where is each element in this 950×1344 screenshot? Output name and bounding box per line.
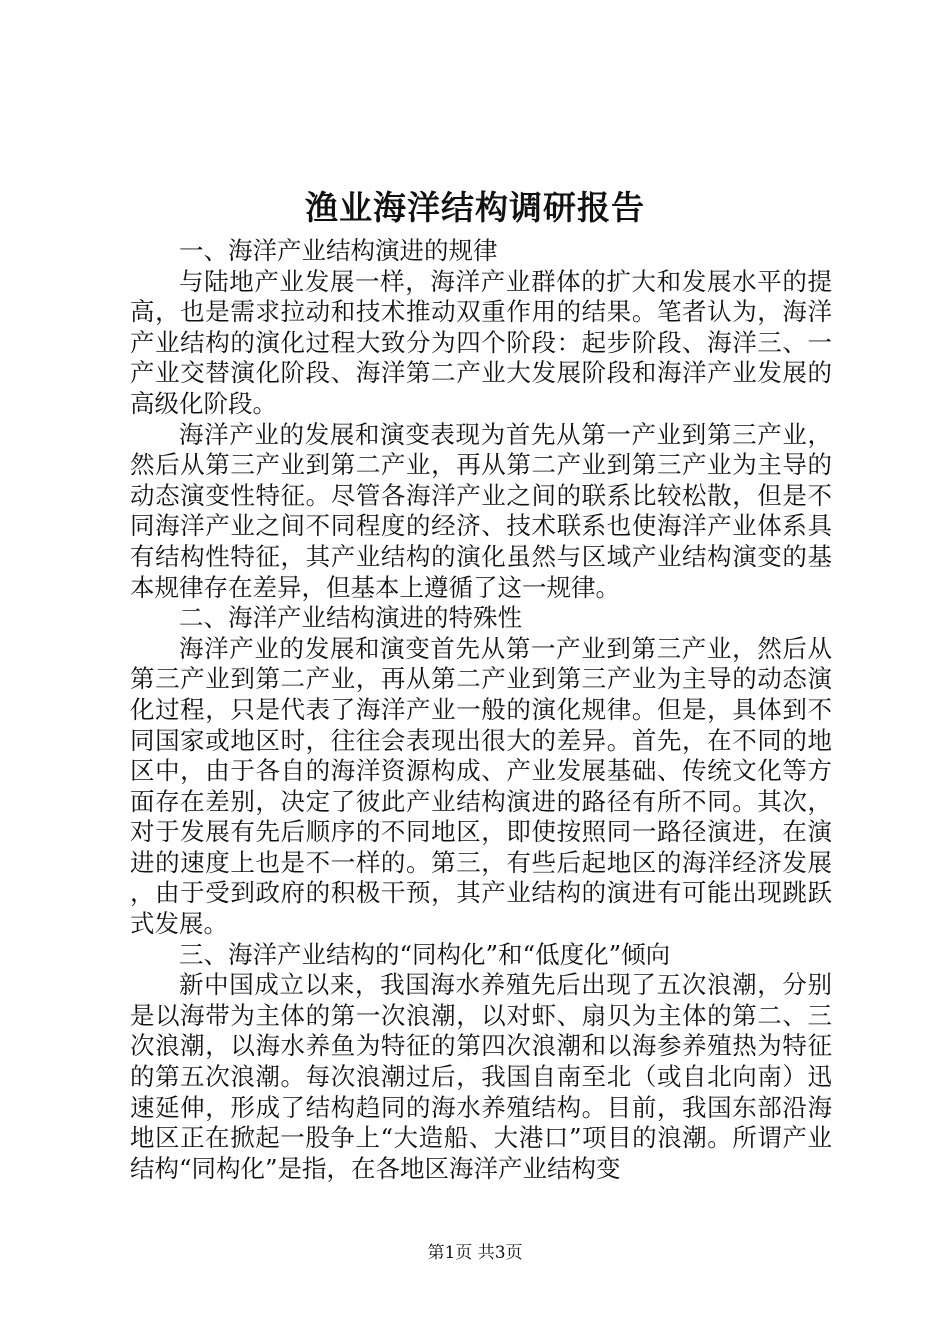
document-title: 渔业海洋结构调研报告 <box>305 188 645 227</box>
page-footer: 第1页 共3页 <box>427 1243 523 1263</box>
document-body <box>130 236 832 1184</box>
paragraph: 与陆地产业发展一样，海洋产业群体的扩大和发展水平的提高，也是需求拉动和技术推动双重作用的结果。笔者认为，海洋产业结构的演化过程大致分为四个阶段：起步阶段、海洋三、一产业交替演化阶段、海洋第二产业大发展阶段和海洋产业发展的高级化阶段。 <box>130 266 832 418</box>
section-heading-1: 一、海洋产业结构演进的规律 <box>179 236 498 265</box>
section-heading-2: 二、海洋产业结构演进的特殊性 <box>179 603 522 633</box>
paragraph: 海洋产业的发展和演变表现为首先从第一产业到第三产业，然后从第三产业到第二产业，再从第二产业到第三产业为主导的动态演变性特征。尽管各海洋产业之间的联系比较松散，但是不同海洋产业之间不同程度的经济、技术联系也使海洋产业体系具有结构性特征，其产业结构的演化虽然与区域产业结构演变的基本规律存在差异，但基本上遵循了这一规律。 <box>130 419 832 602</box>
paragraph: 新中国成立以来，我国海水养殖先后出现了五次浪潮，分别是以海带为主体的第一次浪潮，以对虾、扇贝为主体的第二、三次浪潮，以海水养鱼为特征的第四次浪潮和以海参养殖热为特征的第五次浪潮。每次浪潮过后，我国自南至北（或自北向南）迅速延伸，形成了结构趋同的海水养殖结构。目前，我国东部沿海地区正在掀起一股争上“大造船、大港口”项目的浪潮。所谓产业结构“同构化”是指，在各地区海洋产业结构变 <box>130 970 832 1183</box>
section-heading-3: 三、海洋产业结构的“同构化”和“低度化”倾向 <box>179 939 671 969</box>
paragraph: 海洋产业的发展和演变首先从第一产业到第三产业，然后从第三产业到第二产业，再从第二产业到第三产业为主导的动态演化过程，只是代表了海洋产业一般的演化规律。但是，具体到不同国家或地区时，往往会表现出很大的差异。首先，在不同的地区中，由于各自的海洋资源构成、产业发展基础、传统文化等方面存在差别，决定了彼此产业结构演进的路径有所不同。其次，对于发展有先后顺序的不同地区，即使按照同一路径演进，在演进的速度上也是不一样的。第三，有些后起地区的海洋经济发展，由于受到政府的积极干预，其产业结构的演进有可能出现跳跃式发展。 <box>130 633 832 939</box>
